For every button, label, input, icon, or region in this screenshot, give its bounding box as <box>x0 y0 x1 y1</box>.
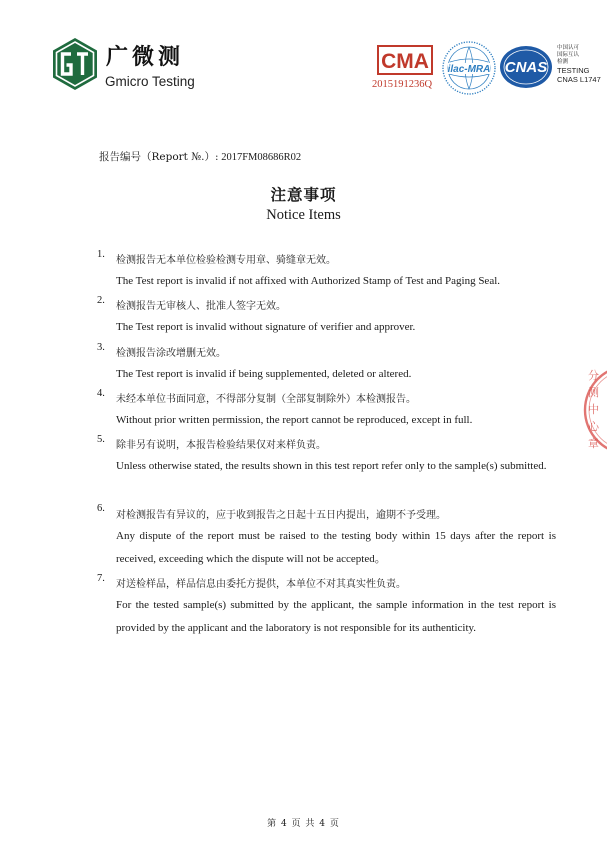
svg-text:CNAS: CNAS <box>504 59 548 76</box>
cnas-caption-cn-line: 中国认可 <box>557 45 580 51</box>
page-number: 第 4 页 共 4 页 <box>267 819 340 829</box>
item-text-en: Unless otherwise stated, the results shown in this test report refer only to the sample(s) submitted. <box>116 460 547 472</box>
item-text-en: The Test report is invalid if being supplemented, deleted or altered. <box>116 368 412 380</box>
cnas-caption-cn-line: 检测 <box>557 59 569 65</box>
item-text-cn: 检测报告无审核人、批准人签字无效。 <box>116 301 286 312</box>
cnas-caption-en-line: CNAS L1747 <box>557 75 601 84</box>
item-text-en: For the tested sample(s) submitted by the applicant, the sample information in the test report is provided by the applicant and the laboratory is not responsible for its authenticity. <box>116 599 556 634</box>
report-number-label: 报告编号（Report №.）: <box>99 151 219 163</box>
item-text-en: The Test report is invalid without signature of verifier and approver. <box>116 321 416 333</box>
item-number: 6. <box>97 503 105 514</box>
item-number: 3. <box>97 342 105 353</box>
item-number: 1. <box>97 249 105 260</box>
paging-seal <box>577 345 607 475</box>
item-text-en: Without prior written permission, the report cannot be reproduced, except in full. <box>116 414 473 426</box>
report-number-value: 2017FM08686R02 <box>221 152 302 163</box>
cnas-caption <box>557 45 605 84</box>
item-text-cn: 对送检样品，样品信息由委托方提供，本单位不对其真实性负责。 <box>116 579 406 590</box>
item-number: 5. <box>97 434 105 445</box>
item-number: 7. <box>97 573 105 584</box>
cma-logo-icon <box>377 45 433 75</box>
svg-text:ilac-MRA: ilac-MRA <box>447 64 491 75</box>
item-text-cn: 检测报告涂改增删无效。 <box>116 348 226 359</box>
page-title-en: Notice Items <box>266 207 341 223</box>
cma-certificate-number: 2015191236Q <box>372 79 433 90</box>
svg-text:CMA: CMA <box>381 50 429 73</box>
ilac-mra-logo-icon <box>441 40 497 96</box>
page-title-cn: 注意事项 <box>270 186 337 204</box>
item-text-cn: 对检测报告有异议的，应于收到报告之日起十五日内提出，逾期不予受理。 <box>116 510 446 521</box>
item-text-cn: 未经本单位书面同意，不得部分复制（全部复制除外）本检测报告。 <box>116 394 416 405</box>
paging-seal-text: 分测中心章 <box>588 369 599 450</box>
item-text-cn: 除非另有说明，本报告检验结果仅对来样负责。 <box>116 440 326 451</box>
company-name-en: Gmicro Testing <box>105 74 195 89</box>
item-number: 4. <box>97 388 105 399</box>
cnas-logo-icon <box>499 44 553 90</box>
item-text-en: The Test report is invalid if not affixed with Authorized Stamp of Test and Paging Seal. <box>116 275 501 287</box>
cnas-caption-cn-line: 国际互认 <box>557 52 580 58</box>
gmicro-logo-icon <box>51 37 99 91</box>
item-text-en: Any dispute of the report must be raised to the testing body within 15 days after the report is received, exceeding which the dispute will not be accepted。 <box>116 530 556 565</box>
cnas-caption-en-line: TESTING <box>557 66 590 75</box>
company-name-cn: 广微测 <box>106 45 185 70</box>
item-number: 2. <box>97 295 105 306</box>
item-text-cn: 检测报告无本单位检验检测专用章、骑缝章无效。 <box>116 255 336 266</box>
report-number-line <box>99 149 301 164</box>
